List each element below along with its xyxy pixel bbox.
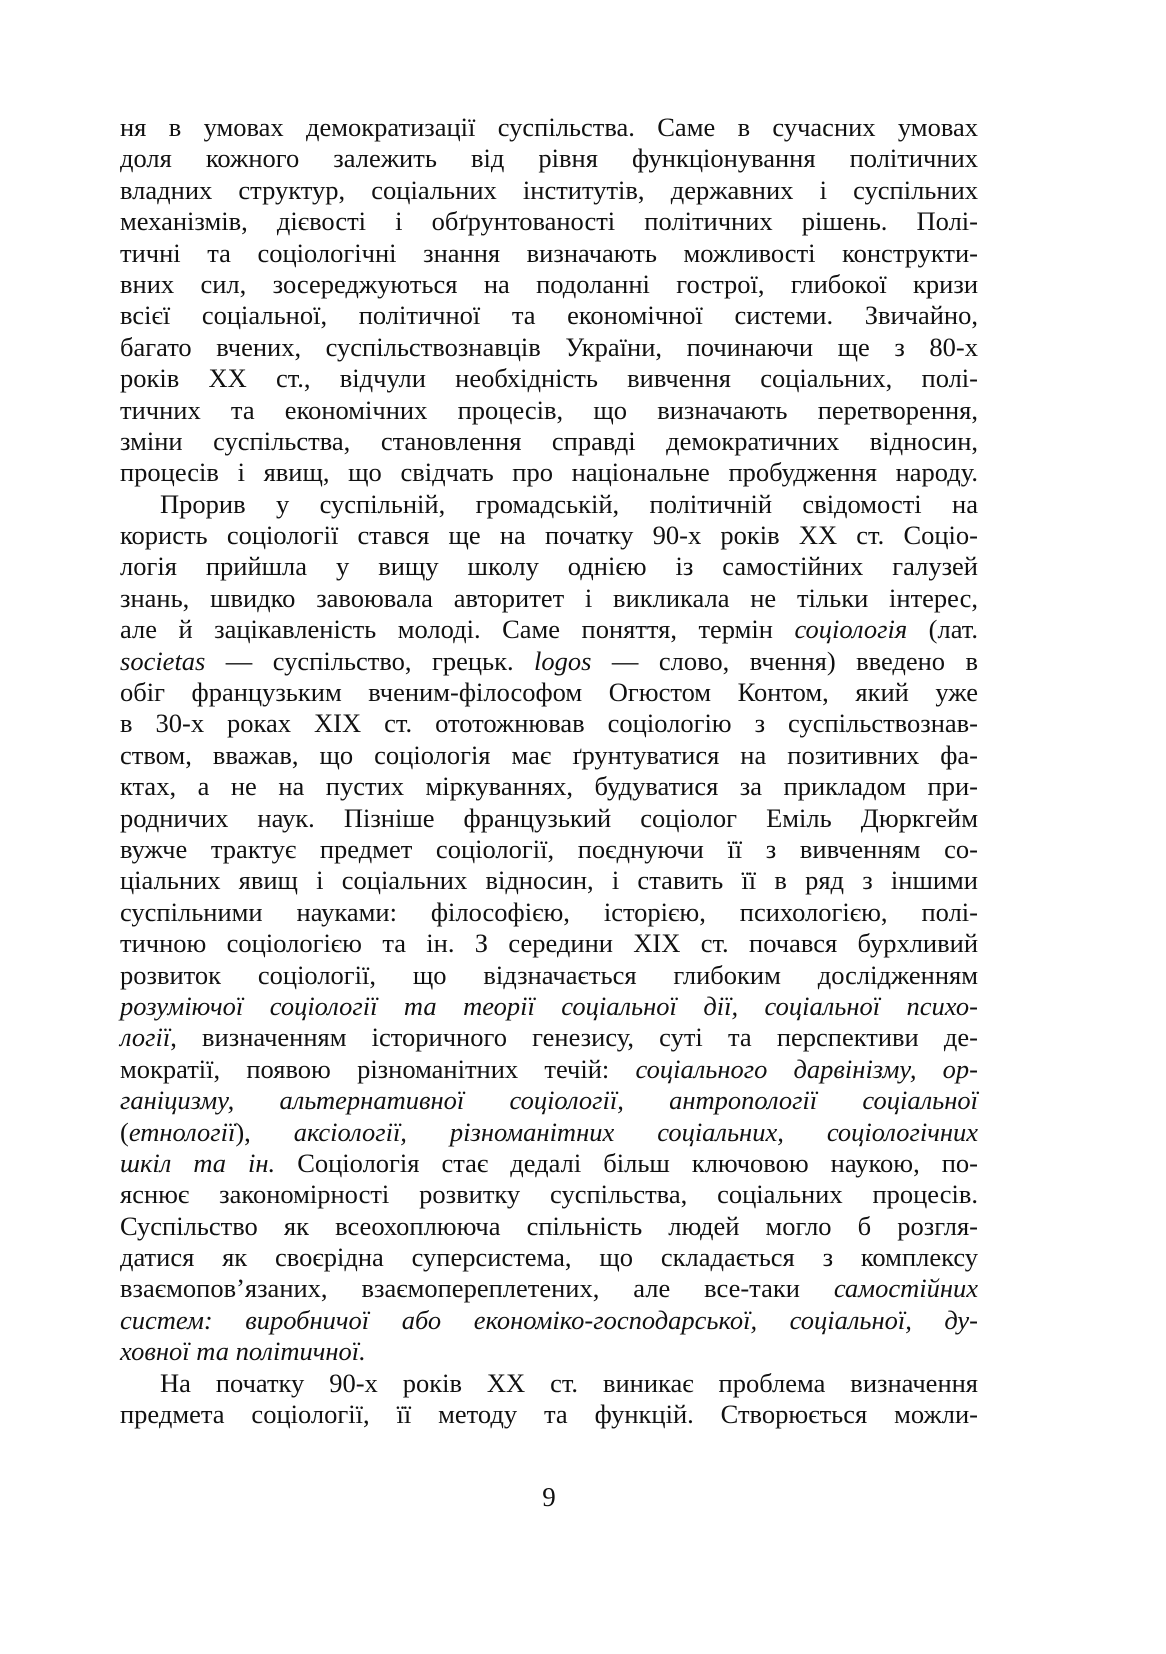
text-line xyxy=(120,1085,978,1116)
text-segment: родничих наук. Пізніше французький соціолог Еміль Дюркгейм xyxy=(120,802,978,833)
text-line xyxy=(120,834,978,865)
text-line xyxy=(120,865,978,896)
text-line xyxy=(120,300,978,331)
text-segment: розвиток соціології, що відзначається глибоким дослідженням xyxy=(120,959,978,990)
text-segment: Суспільство як всеохоплююча спільність людей могло б розгля- xyxy=(120,1210,978,1241)
text-segment: взаємопов’язаних, взаємопереплетених, але все-таки xyxy=(120,1273,834,1304)
text-segment: обіг французьким вченим-філософом Огюстом Контом, який уже xyxy=(120,677,978,708)
text-line xyxy=(120,960,978,991)
text-line xyxy=(120,771,978,802)
text-segment: але й зацікавленість молоді. Саме поняття, термін xyxy=(120,614,795,645)
italic-text: систем: виробничої або економіко-господарської, соціальної, ду- xyxy=(120,1304,978,1335)
body-text xyxy=(120,112,978,1430)
text-segment: років XX ст., відчули необхідність вивчення соціальних, полі- xyxy=(120,363,978,394)
italic-text: соціологія xyxy=(794,614,908,645)
text-line xyxy=(120,1399,978,1430)
text-line xyxy=(120,1211,978,1242)
text-line xyxy=(120,803,978,834)
text-line xyxy=(120,363,978,394)
text-line xyxy=(120,677,978,708)
text-segment: ктах, а не на пустих міркуваннях, будуватися за прикладом при- xyxy=(120,771,978,802)
italic-text: аксіології, різноманітних соціальних, соціологічних xyxy=(293,1116,979,1147)
paragraph-first-line xyxy=(120,1368,978,1399)
text-segment: владних структур, соціальних інститутів, державних і суспільних xyxy=(120,174,978,205)
italic-text: ганіцизму, альтернативної соціології, антропології соціальної xyxy=(120,1085,978,1116)
text-segment: — слово, вчення) введено в xyxy=(591,645,978,676)
text-segment: мократії, появою різноманітних течій: xyxy=(120,1053,636,1084)
text-segment: Соціологія стає дедалі більш ключовою наукою, по- xyxy=(275,1147,978,1178)
page-number: 9 xyxy=(542,1482,556,1512)
text-segment: — суспільство, грецьк. xyxy=(205,645,535,676)
italic-text: етнології xyxy=(128,1116,236,1147)
text-line xyxy=(120,143,978,174)
text-segment: ( xyxy=(120,1116,129,1147)
text-line xyxy=(120,1117,978,1148)
text-segment: (лат. xyxy=(907,614,978,645)
text-line xyxy=(120,1336,978,1367)
text-segment: всієї соціальної, політичної та економічної системи. Звичайно, xyxy=(120,300,978,331)
text-line xyxy=(120,1305,978,1336)
text-segment: зміни суспільства, становлення справді демократичних відносин, xyxy=(120,425,978,456)
text-line xyxy=(120,928,978,959)
text-line xyxy=(120,520,978,551)
text-line xyxy=(120,646,978,677)
text-line xyxy=(120,740,978,771)
italic-text: шкіл та ін. xyxy=(120,1147,276,1178)
text-line xyxy=(120,1022,978,1053)
text-segment: ), xyxy=(235,1116,294,1147)
text-line xyxy=(120,583,978,614)
text-line xyxy=(120,991,978,1022)
text-segment: На початку 90-х років XX ст. виникає проблема визначення xyxy=(160,1367,978,1398)
text-segment: предмета соціології, її методу та функцій. Створюється можли- xyxy=(120,1399,978,1430)
text-line xyxy=(120,395,978,426)
text-segment: користь соціології стався ще на початку 90-х років XX ст. Соціо- xyxy=(120,520,978,551)
text-segment: доля кожного залежить від рівня функціонування політичних xyxy=(120,143,978,174)
text-line xyxy=(120,1179,978,1210)
text-line xyxy=(120,175,978,206)
text-line xyxy=(120,426,978,457)
italic-text: логії xyxy=(120,1022,171,1053)
text-segment: тичні та соціологічні знання визначають можливості конструкти- xyxy=(120,237,978,268)
text-line xyxy=(120,1242,978,1273)
italic-text: соціального дарвінізму, ор- xyxy=(635,1053,978,1084)
italic-text: logos xyxy=(534,645,592,676)
text-line xyxy=(120,206,978,237)
text-line xyxy=(120,1054,978,1085)
text-segment: логія прийшла у вищу школу однією із самостійних галузей xyxy=(120,551,978,582)
text-line xyxy=(120,112,978,143)
text-line xyxy=(120,238,978,269)
text-segment: тичних та економічних процесів, що визначають перетворення, xyxy=(120,394,978,425)
text-segment: , визначенням історичного генезису, суті та перспективи де- xyxy=(170,1022,978,1053)
text-segment: в 30-х роках XIX ст. ототожнював соціологію з суспільствознав- xyxy=(120,708,978,739)
text-segment: ціальних явищ і соціальних відносин, і ставить її в ряд з іншими xyxy=(120,865,978,896)
text-line xyxy=(120,269,978,300)
text-segment: тичною соціологією та ін. З середини XIX ст. почався бурхливий xyxy=(120,928,978,959)
text-segment: ством, вважав, що соціологія має ґрунтуватися на позитивних фа- xyxy=(120,739,978,770)
text-segment: вужче трактує предмет соціології, поєднуючи її з вивченням со- xyxy=(120,833,978,864)
text-segment: Прорив у суспільній, громадській, політичній свідомості на xyxy=(160,488,978,519)
text-segment: механізмів, дієвості і обґрунтованості політичних рішень. Полі- xyxy=(120,206,978,237)
text-segment: вних сил, зосереджуються на подоланні гострої, глибокої кризи xyxy=(120,268,978,299)
text-segment: ня в умовах демократизації суспільства. Саме в сучасних умовах xyxy=(120,112,978,142)
text-line xyxy=(120,614,978,645)
text-segment: датися як своєрідна суперсистема, що складається з комплексу xyxy=(120,1242,978,1273)
text-line xyxy=(120,551,978,582)
italic-text: розуміючої соціології та теорії соціальної дії, соціальної психо- xyxy=(120,990,978,1021)
text-segment: багато вчених, суспільствознавців України, починаючи ще з 80-х xyxy=(120,331,978,362)
paragraph-first-line xyxy=(120,489,978,520)
text-line xyxy=(120,897,978,928)
italic-text: ховної та політичної. xyxy=(120,1336,366,1367)
text-line xyxy=(120,708,978,739)
text-segment: яснює закономірності розвитку суспільства, соціальних процесів. xyxy=(120,1179,978,1210)
italic-text: самостійних xyxy=(833,1273,978,1304)
text-segment: знань, швидко завоювала авторитет і викликала не тільки інтерес, xyxy=(120,582,978,613)
text-line xyxy=(120,1273,978,1304)
italic-text: societas xyxy=(120,645,206,676)
text-line xyxy=(120,332,978,363)
text-line xyxy=(120,1148,978,1179)
text-segment: процесів і явищ, що свідчать про національне пробудження народу. xyxy=(120,457,978,488)
text-segment: суспільними науками: філософією, історією, психологією, полі- xyxy=(120,896,978,927)
text-line xyxy=(120,457,978,488)
